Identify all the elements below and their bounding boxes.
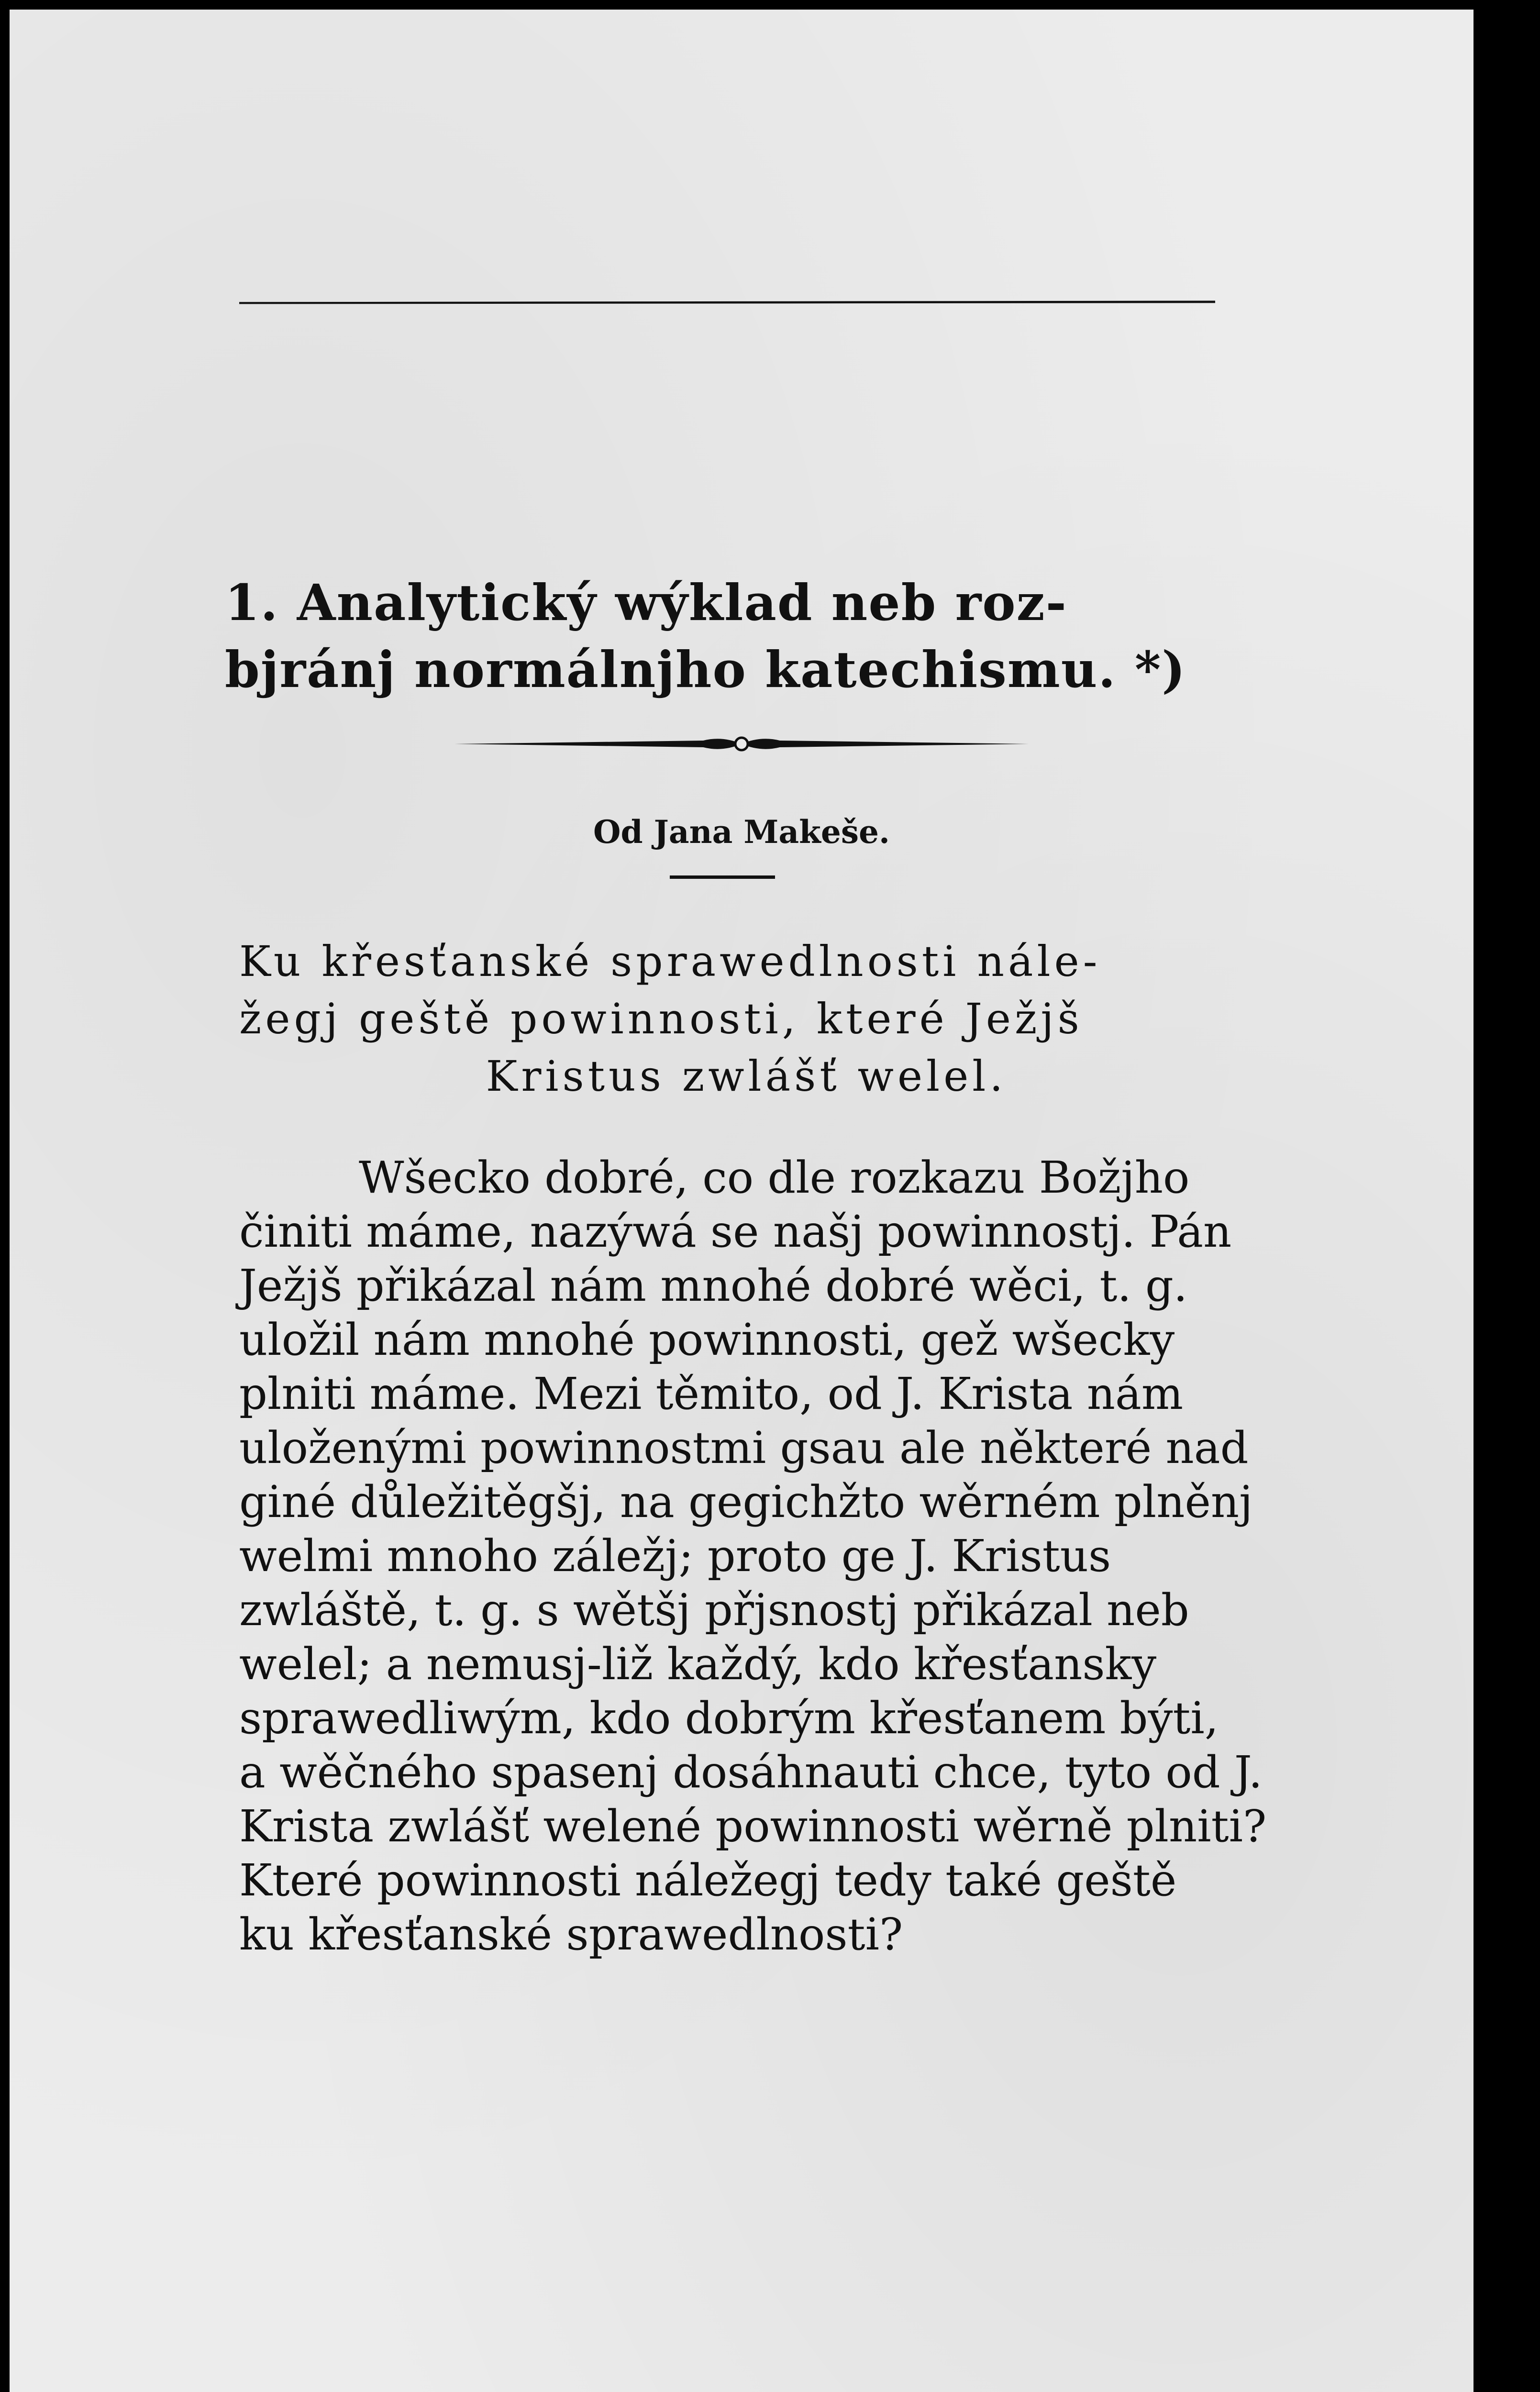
book-page <box>10 10 1474 2392</box>
body-line: Wšecko dobré, co dle rozkazu Božjho <box>359 1152 1190 1203</box>
body-line: giné důležitěgšj, na gegichžto wěrném plněnj <box>239 1476 1253 1528</box>
body-line: uložil nám mnohé powinnosti, gež wšecky <box>239 1314 1175 1365</box>
body-line: a wěčného spasenj dosáhnauti chce, tyto od J. <box>239 1747 1263 1798</box>
body-line: welel; a nemusj-liž každý, kdo křesťansky <box>239 1639 1157 1690</box>
body-line: zwláště, t. g. s wětšj přjsnostj přikázal neb <box>239 1584 1189 1636</box>
body-line: Krista zwlášť welené powinnosti wěrně plniti? <box>239 1801 1267 1852</box>
body-line: sprawedliwým, kdo dobrým křesťanem býti, <box>239 1693 1219 1744</box>
title-line-2: bjránj normálnjho katechismu. *) <box>225 640 1186 699</box>
chapter-summary <box>239 933 1253 1105</box>
body-line: uloženými powinnostmi gsau ale některé nad <box>239 1422 1249 1473</box>
top-rule <box>239 299 1215 306</box>
body-paragraph <box>239 1151 1268 1961</box>
byline-rule <box>670 875 775 879</box>
scan-edge <box>0 0 10 2392</box>
body-line: ku křesťanské sprawedlnosti? <box>239 1909 903 1960</box>
summary-line: Kristus zwlášť welel. <box>486 1052 1007 1101</box>
title-line-1: 1. Analytický wýklad neb roz- <box>225 573 1067 632</box>
author-byline: Od Jana Makeše. <box>593 813 890 851</box>
body-line: činiti máme, nazýwá se našj powinnostj. Pán <box>239 1206 1232 1257</box>
chapter-title <box>225 569 1253 703</box>
summary-line: žegj geště powinnosti, které Ježjš <box>239 994 1083 1043</box>
summary-line: Ku křesťanské sprawedlnosti nále- <box>239 937 1101 986</box>
body-line: plniti máme. Mezi těmito, od J. Krista nám <box>239 1368 1184 1419</box>
ornament-rule <box>454 732 1029 756</box>
body-line: welmi mnoho záležj; proto ge J. Kristus <box>239 1530 1111 1582</box>
body-line: Které powinnosti náležegj tedy také geště <box>239 1855 1177 1906</box>
body-line: Ježjš přikázal nám mnohé dobré wěci, t. g. <box>239 1260 1188 1311</box>
